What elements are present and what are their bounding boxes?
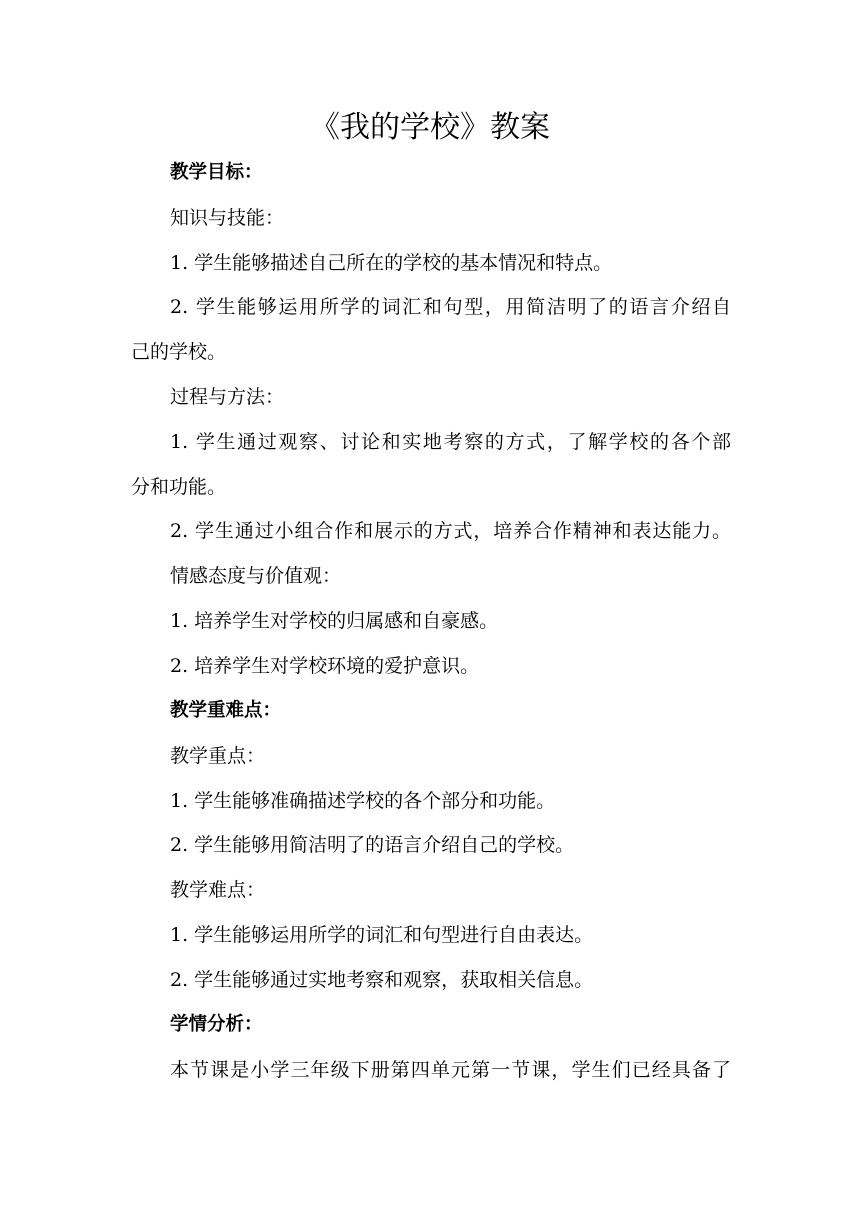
document-title: 《我的学校》教案 xyxy=(310,110,550,145)
paragraph-line: 2. 学生能够通过实地考察和观察，获取相关信息。 xyxy=(170,969,594,991)
subheading-difficult-points: 教学难点： xyxy=(170,879,266,901)
paragraph-line: 2. 学生通过小组合作和展示的方式，培养合作精神和表达能力。 xyxy=(170,520,731,542)
section-heading-learner-analysis: 学情分析： xyxy=(170,1014,263,1035)
paragraph-line: 2. 培养学生对学校环境的爱护意识。 xyxy=(170,655,480,677)
paragraph-line: 2. 学生能够运用所学的词汇和句型，用简洁明了的语言介绍自 xyxy=(170,296,731,318)
subheading-key-points: 教学重点： xyxy=(170,745,266,767)
subheading-knowledge-skills: 知识与技能： xyxy=(170,207,285,229)
paragraph-line: 己的学校。 xyxy=(131,341,227,363)
paragraph-line: 1. 学生能够运用所学的词汇和句型进行自由表达。 xyxy=(170,924,594,946)
paragraph-line: 本节课是小学三年级下册第四单元第一节课，学生们已经具备了 xyxy=(170,1059,731,1081)
section-heading-key-points: 教学重难点： xyxy=(170,700,282,721)
subheading-emotion-values: 情感态度与价值观： xyxy=(170,565,342,587)
paragraph-line: 1. 学生能够准确描述学校的各个部分和功能。 xyxy=(170,790,556,812)
paragraph-line: 1. 培养学生对学校的归属感和自豪感。 xyxy=(170,610,499,632)
paragraph-line: 2. 学生能够用简洁明了的语言介绍自己的学校。 xyxy=(170,834,575,856)
section-heading-objectives: 教学目标： xyxy=(170,162,263,183)
paragraph-line: 1. 学生通过观察、讨论和实地考察的方式，了解学校的各个部 xyxy=(170,431,731,453)
paragraph-line: 分和功能。 xyxy=(131,476,227,498)
paragraph-line: 1. 学生能够描述自己所在的学校的基本情况和特点。 xyxy=(170,252,613,274)
subheading-process-methods: 过程与方法： xyxy=(170,386,285,408)
